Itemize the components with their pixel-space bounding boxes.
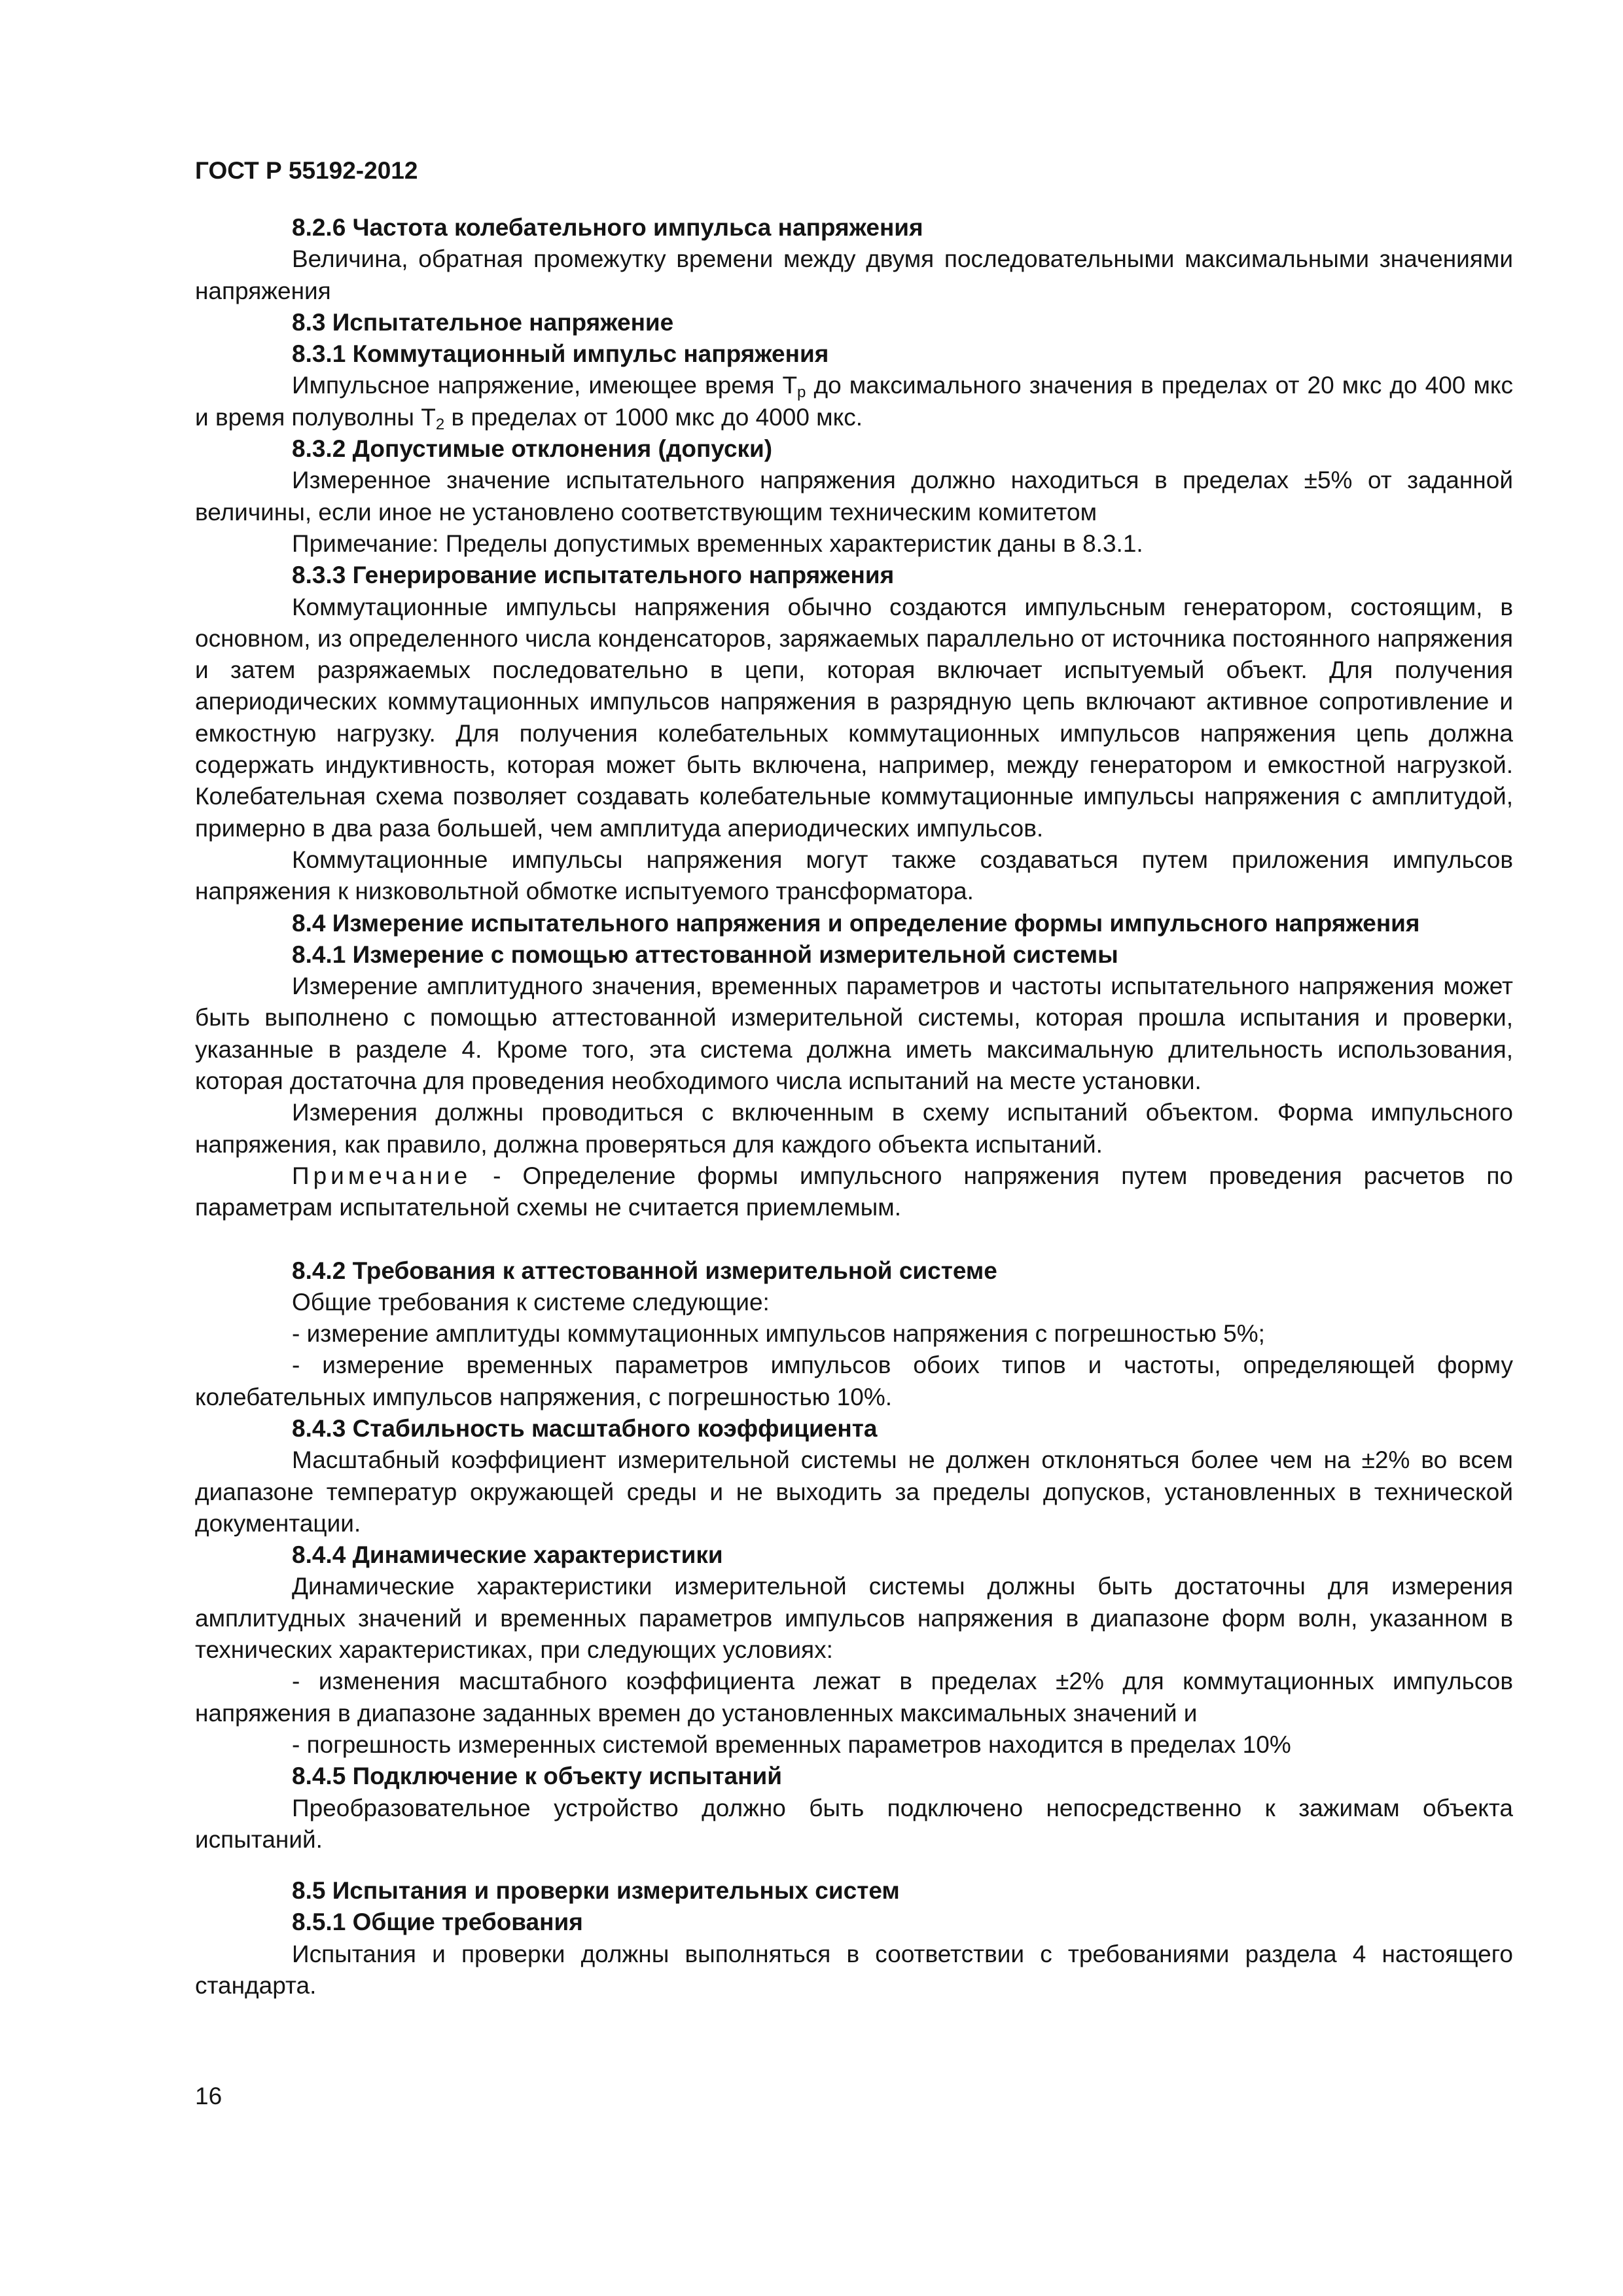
- section-8-2-6-text: Величина, обратная промежутку времени между двумя последовательными максимальными значениями напряжения: [195, 245, 1513, 304]
- section-8-4-4-item-1: - изменения масштабного коэффициента лежат в пределах ±2% для коммутационных импульсов напряжения в диапазоне заданных времен до установленных максимальных значений и: [195, 1668, 1513, 1727]
- section-8-4-4-text: Динамические характеристики измерительной системы должны быть достаточны для измерения амплитудных значений и временных параметров импульсов напряжения в диапазоне форм волн, указанном в технических характеристиках, при следующих условиях:: [195, 1573, 1513, 1664]
- note-label: Примечание: [292, 1162, 472, 1189]
- section-8-4-heading: 8.4 Измерение испытательного напряжения и определение формы импульсного напряжения: [292, 909, 1420, 937]
- section-8-5-1-heading: 8.5.1 Общие требования: [292, 1909, 583, 1936]
- section-8-5-1-text: Испытания и проверки должны выполняться в соответствии с требованиями раздела 4 настоящего стандарта.: [195, 1940, 1513, 2000]
- subscript-p: p: [797, 384, 806, 402]
- section-8-4-1-note: Примечание - Определение формы импульсного напряжения путем проведения расчетов по параметрам испытательной схемы не считается приемлемым.: [195, 1162, 1513, 1221]
- section-8-3-2-note: Примечание: Пределы допустимых временных характеристик даны в 8.3.1.: [292, 529, 1143, 557]
- subscript-2: 2: [435, 415, 445, 433]
- section-8-4-2-heading: 8.4.2 Требования к аттестованной измерительной системе: [292, 1257, 997, 1284]
- section-8-4-1-text-2: Измерения должны проводиться с включенным в схему испытаний объектом. Форма импульсного напряжения, как правило, должна проверяться для каждого объекта испытаний.: [195, 1099, 1513, 1158]
- section-8-4-4-heading: 8.4.4 Динамические характеристики: [292, 1541, 723, 1569]
- section-8-4-4-item-2: - погрешность измеренных системой временных параметров находится в пределах 10%: [292, 1731, 1291, 1758]
- section-8-3-2-heading: 8.3.2 Допустимые отклонения (допуски): [292, 435, 773, 463]
- section-8-4-3-heading: 8.4.3 Стабильность масштабного коэффициента: [292, 1414, 878, 1442]
- section-8-3-3-heading: 8.3.3 Генерирование испытательного напряжения: [292, 562, 895, 589]
- section-8-3-2-text: Измеренное значение испытательного напряжения должно находиться в пределах ±5% от заданной величины, если иное не установлено соответствующим техническим комитетом: [195, 467, 1513, 526]
- section-8-4-2-item-1: - измерение амплитуды коммутационных импульсов напряжения с погрешностью 5%;: [292, 1320, 1265, 1348]
- section-8-4-2-item-2: - измерение временных параметров импульсов обоих типов и частоты, определяющей форму колебательных импульсов напряжения, с погрешностью 10%.: [195, 1352, 1513, 1410]
- section-8-4-1-text-1: Измерение амплитудного значения, временных параметров и частоты испытательного напряжения может быть выполнено с помощью аттестованной измерительной системы, которая прошла испытания и проверки, указанные в разделе 4. Кроме того, эта система должна иметь максимальную длительность использования, которая достаточна для проведения необходимого числа испытаний на месте установки.: [195, 973, 1513, 1095]
- section-8-2-6-heading: 8.2.6 Частота колебательного импульса напряжения: [292, 214, 923, 241]
- page-number: 16: [195, 2083, 223, 2109]
- section-8-3-3-text-1: Коммутационные импульсы напряжения обычно создаются импульсным генератором, состоящим, в основном, из определенного числа конденсаторов, заряжаемых параллельно от источника постоянного напряжения и затем разряжаемых последовательно в цепи, которая включает испытуемый объект. Для получения апериодических коммутационных импульсов напряжения в разрядную цепь включают активное сопротивление и емкостную нагрузку. Для получения колебательных коммутационных импульсов напряжения цепь должна содержать индуктивность, которая может быть включена, например, между генератором и емкостной нагрузкой. Колебательная схема позволяет создавать колебательные коммутационные импульсы напряжения с амплитудой, примерно в два раза большей, чем амплитуда апериодических импульсов.: [195, 593, 1513, 842]
- section-8-3-3-text-2: Коммутационные импульсы напряжения могут также создаваться путем приложения импульсов напряжения к низковольтной обмотке испытуемого трансформатора.: [195, 846, 1513, 905]
- section-8-4-2-text: Общие требования к системе следующие:: [292, 1288, 770, 1316]
- section-8-5-heading: 8.5 Испытания и проверки измерительных систем: [292, 1877, 900, 1905]
- document-body: [195, 212, 1513, 2001]
- section-8-4-5-heading: 8.4.5 Подключение к объекту испытаний: [292, 1763, 782, 1790]
- section-8-4-3-text: Масштабный коэффициент измерительной системы не должен отклоняться более чем на ±2% во всем диапазоне температур окружающей среды и не выходить за пределы допусков, установленных в технической документации.: [195, 1446, 1513, 1537]
- document-header: ГОСТ Р 55192-2012: [195, 157, 418, 184]
- section-8-3-heading: 8.3 Испытательное напряжение: [292, 308, 674, 336]
- section-8-4-5-text: Преобразовательное устройство должно быть подключено непосредственно к зажимам объекта испытаний.: [195, 1794, 1513, 1853]
- section-8-3-1-text: Импульсное напряжение, имеющее время $T_p$ до максимального значения в пределах от 20 мкс до 400 мкс и время полуволны $T_2$ в пределах от 1000 мкс до 4000 мкс.: [195, 372, 1513, 433]
- section-8-4-1-heading: 8.4.1 Измерение с помощью аттестованной измерительной системы: [292, 941, 1118, 968]
- section-8-3-1-heading: 8.3.1 Коммутационный импульс напряжения: [292, 340, 829, 368]
